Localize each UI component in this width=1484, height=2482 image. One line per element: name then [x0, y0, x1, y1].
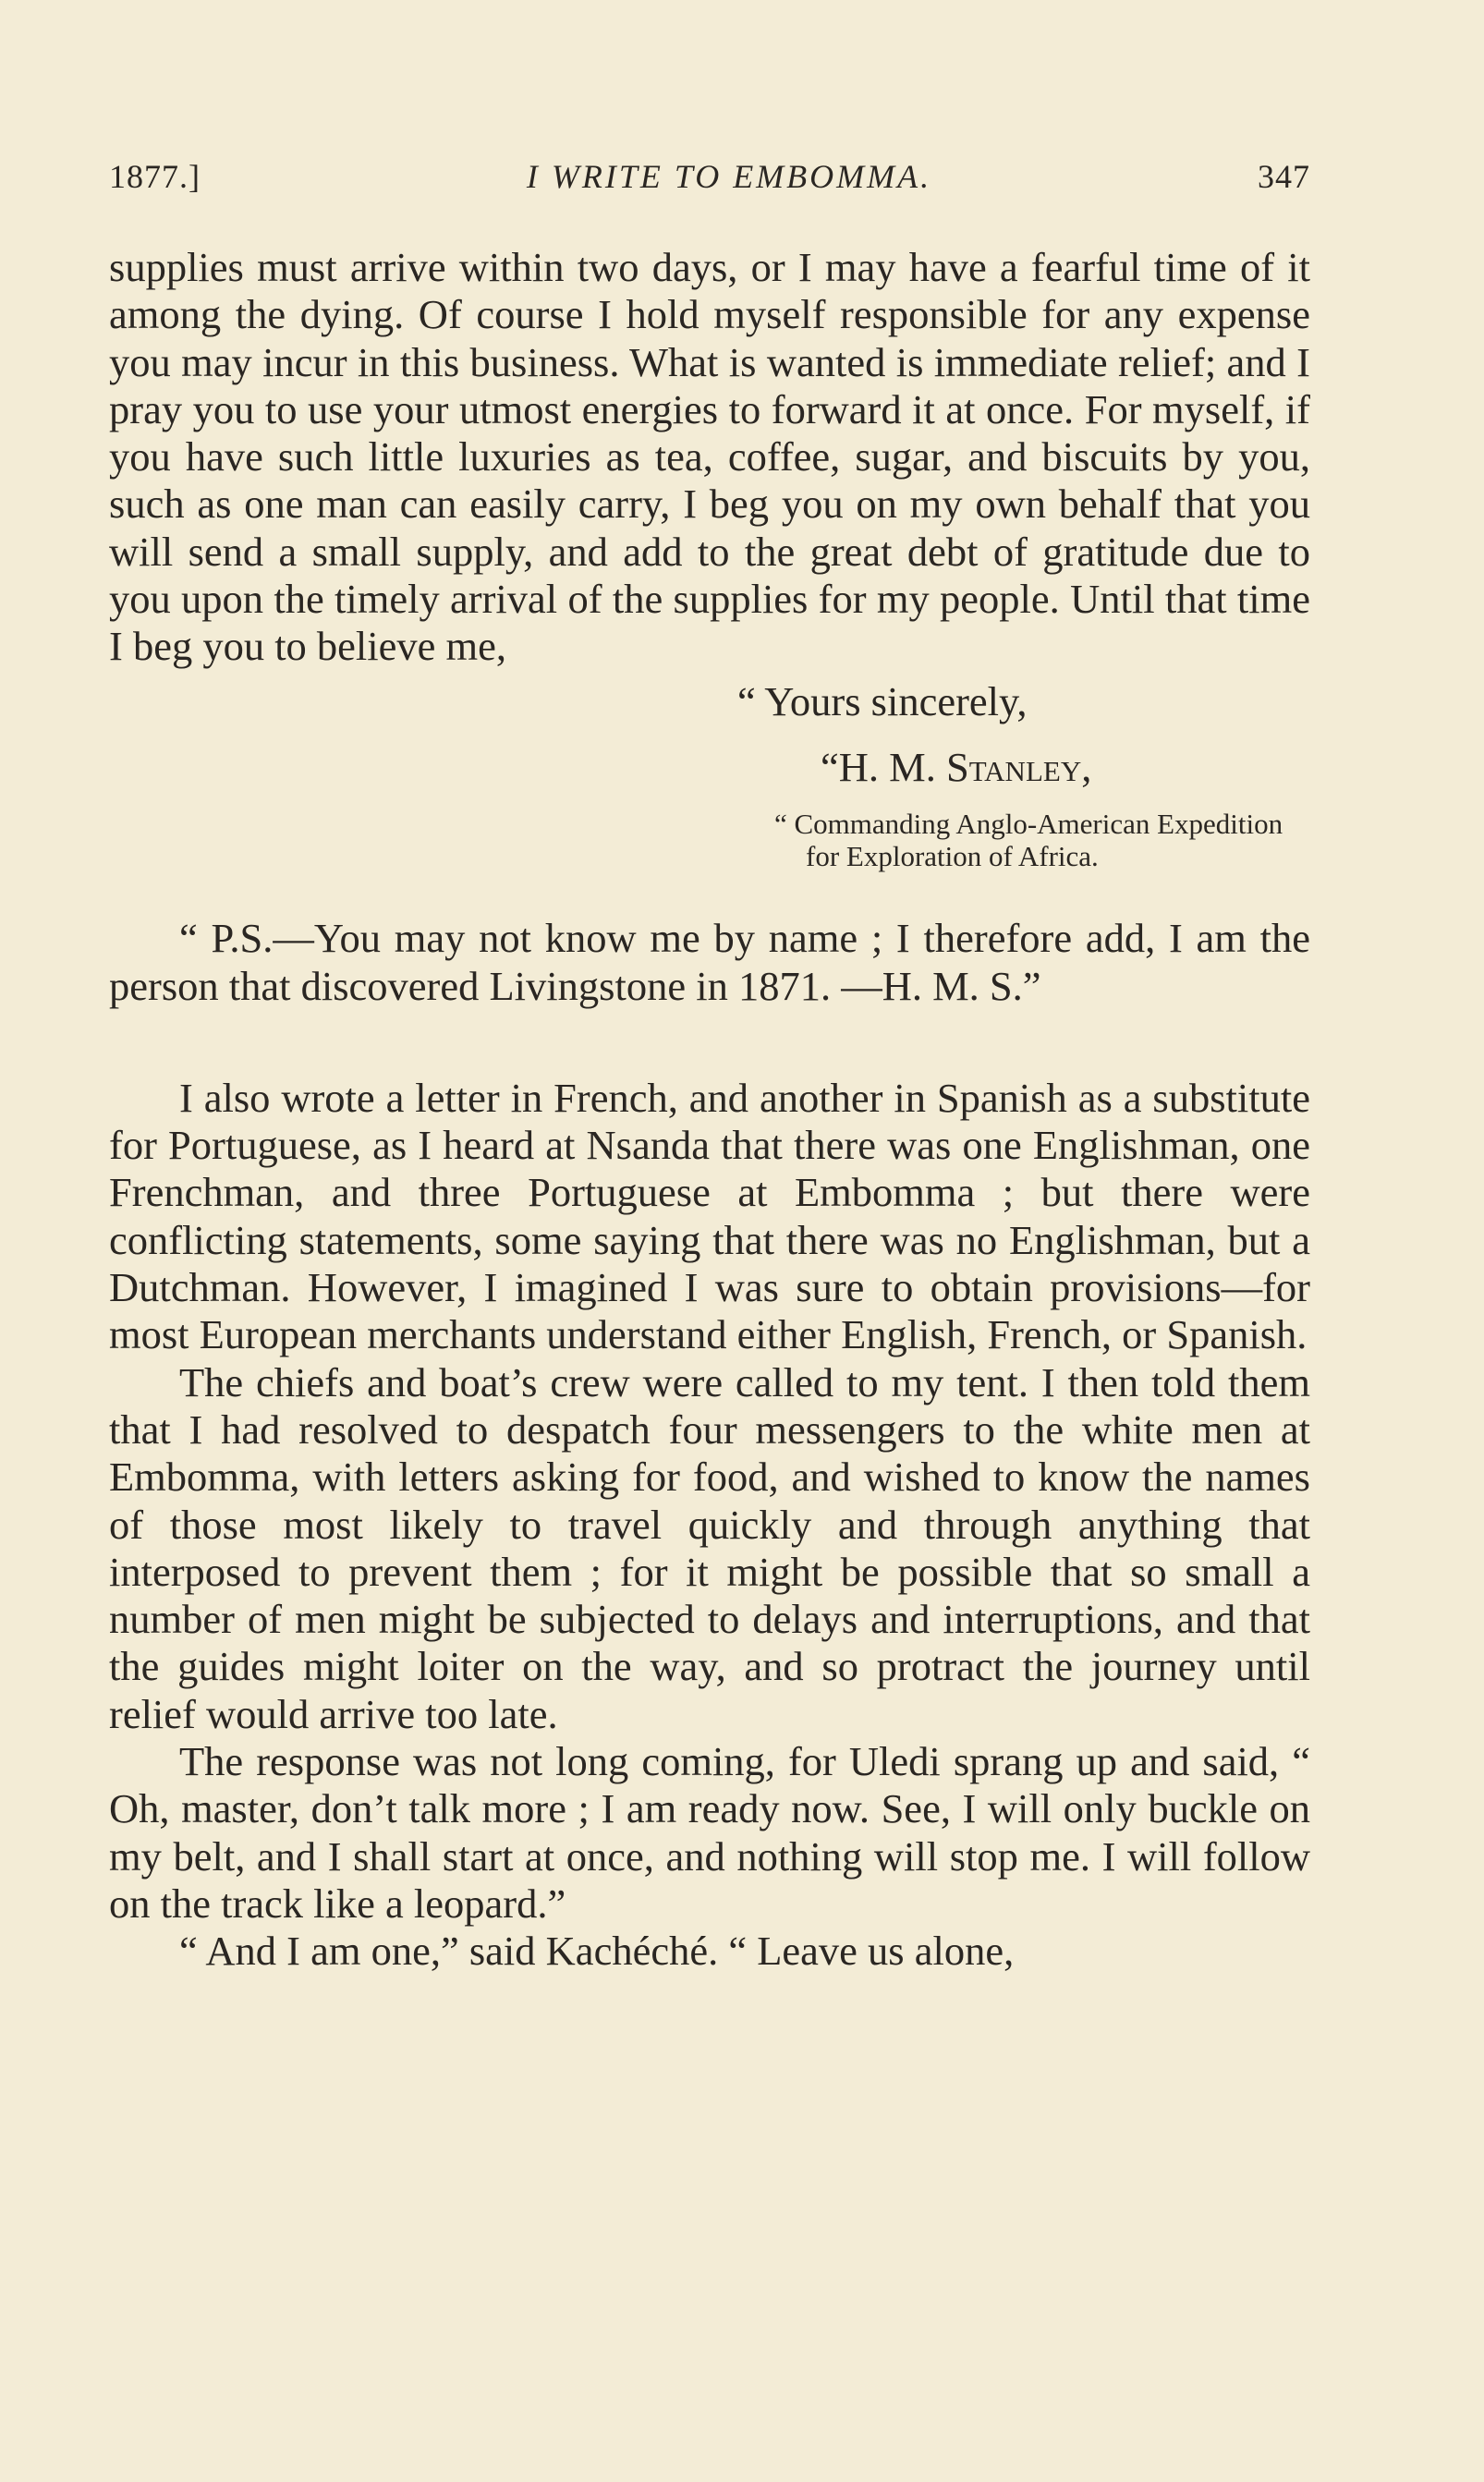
letter-closing [109, 678, 1310, 873]
running-head [109, 157, 1310, 196]
running-head-year: 1877.] [109, 158, 201, 195]
postscript: “ P.S.—You may not know me by name ; I therefore add, I am the person that discovered Livingstone in 1871. —H. M. S.” [109, 915, 1310, 1009]
running-head-title: I WRITE TO EMBOMMA. [526, 158, 932, 195]
designation-line-1: “ Commanding Anglo-American Expedition [774, 808, 1283, 841]
book-page [109, 157, 1310, 1976]
letter-body: supplies must arrive within two days, or I may have a fearful time of it among the dying. Of course I hold myself responsible for any expense you may incur in this business. What is wanted is immediate relief; and I pray you to use your utmost energies to forward it at once. For myself, if you have such little luxuries as tea, coffee, sugar, and biscuits by you, such as one man can easily carry, I beg you on my own behalf that you will send a small supply, and add to the great debt of gratitude due to you upon the timely arrival of the supplies for my people. Until that time I beg you to believe me, [109, 244, 1310, 670]
signature-surname: Stanley, [945, 743, 1092, 790]
paragraph-1: I also wrote a letter in French, and another in Spanish as a substitute for Portuguese, as I heard at Nsanda that there was one Englishman, one Frenchman, and three Portuguese at Embomma ; but there were conflicting statements, some saying that there was no Englishman, but a Dutchman. However, I imagined I was sure to obtain provisions—for most European merchants understand either English, French, or Spanish. [109, 1074, 1310, 1358]
signature [821, 744, 1310, 791]
page-number: 347 [1258, 158, 1310, 195]
paragraph-2: The chiefs and boat’s crew were called to my tent. I then told them that I had resolved to despatch four messengers to the white men at Embomma, with letters asking for food, and wished to know the names of those most likely to travel quickly and through anything that interposed to prevent them ; for it might be possible that so small a number of men might be subjected to delays and interruptions, and that the guides might loiter on the way, and so protract the journey until relief would arrive too late. [109, 1358, 1310, 1737]
salutation: “ Yours sincerely, [737, 677, 1028, 724]
paragraph-3: The response was not long coming, for Uledi sprang up and said, “ Oh, master, don’t talk more ; I am ready now. See, I will only buckle on my belt, and I shall start at once, and nothing will stop me. I will follow on the track like a leopard.” [109, 1738, 1310, 1927]
signature-initials: “H. M. [821, 743, 946, 790]
designation [774, 808, 1310, 872]
paragraph-4: “ And I am one,” said Kachéché. “ Leave us alone, [179, 1928, 1015, 1975]
designation-line-2: for Exploration of Africa. [806, 840, 1099, 873]
